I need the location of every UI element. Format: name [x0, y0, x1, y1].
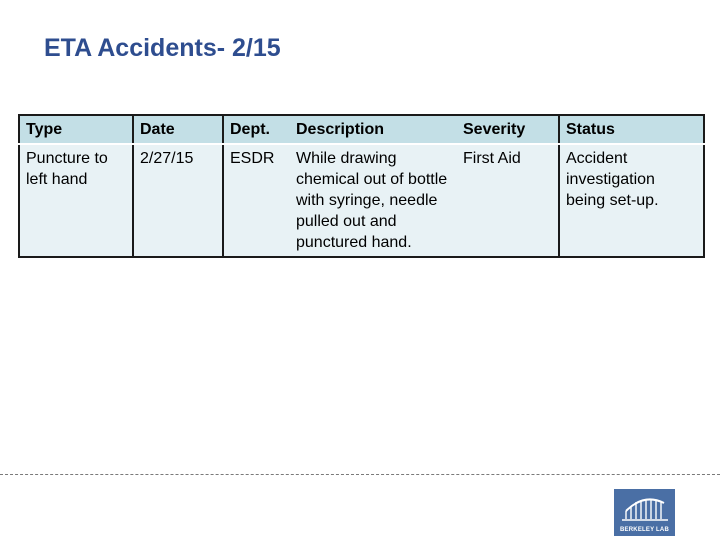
header-date: Date	[133, 115, 223, 144]
cell-description: While drawing chemical out of bottle with syringe, needle pulled out and punctured hand.	[290, 144, 457, 257]
slide-title: ETA Accidents- 2/15	[44, 34, 281, 62]
cell-dept: ESDR	[223, 144, 290, 257]
cell-type: Puncture to left hand	[19, 144, 133, 257]
cell-severity: First Aid	[457, 144, 559, 257]
table-row	[19, 144, 704, 257]
cell-date: 2/27/15	[133, 144, 223, 257]
berkeley-lab-logo	[614, 489, 675, 536]
header-dept: Dept.	[223, 115, 290, 144]
berkeley-lab-logo-icon	[614, 489, 675, 525]
header-type: Type	[19, 115, 133, 144]
header-description: Description	[290, 115, 457, 144]
footer-divider	[0, 474, 720, 475]
logo-text: BERKELEY LAB	[620, 527, 669, 533]
accidents-table	[18, 114, 705, 258]
header-status: Status	[559, 115, 704, 144]
table-header-row	[19, 115, 704, 144]
header-severity: Severity	[457, 115, 559, 144]
cell-status: Accident investigation being set-up.	[559, 144, 704, 257]
